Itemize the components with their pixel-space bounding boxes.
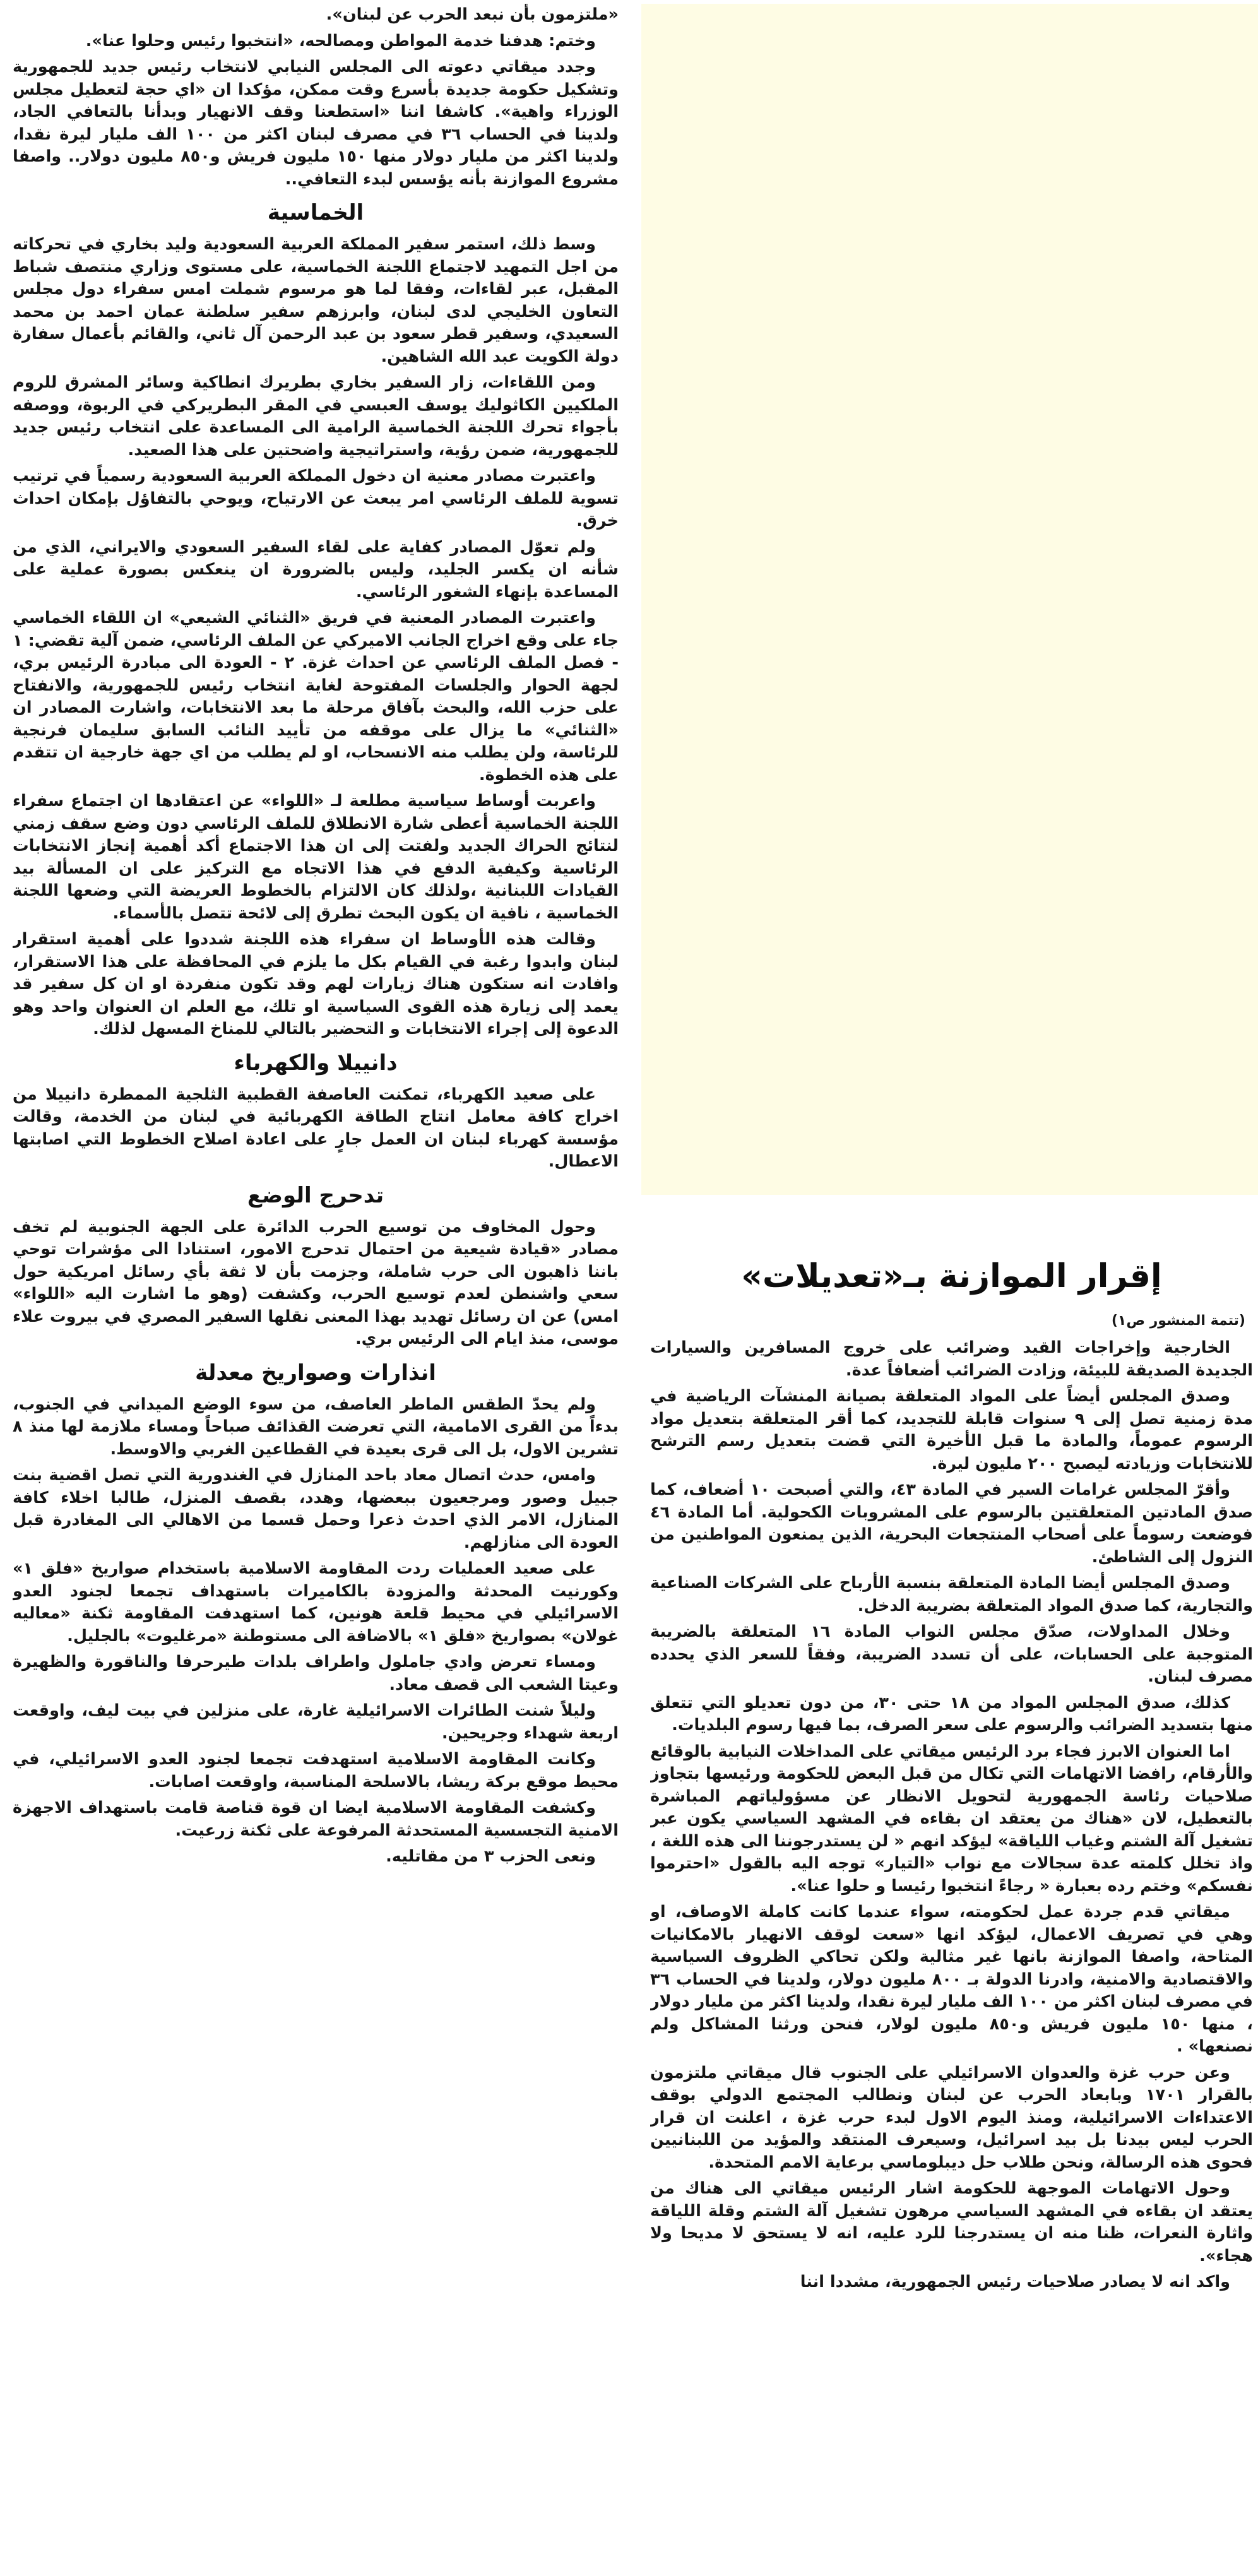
article-paragraph: وسط ذلك، استمر سفير المملكة العربية السعودية وليد بخاري في تحركاته من اجل التمهيد لاجتماع اللجنة الخماسية، على مستوى وزاري منتصف شباط المقبل، عبر لقاءات، وفقا لما هو مرسوم شملت امس سفراء دول مجلس التعاون الخليجي لدى لبنان، وابرزهم سفير سلطنة عمان احمد بن محمد السعيدي، وسفير قطر سعود بن عبد الرحمن آل ثاني، والقائم بأعمال سفارة دولة الكويت عبد الله الشاهين. xyxy=(13,235,619,366)
article-paragraph: وقالت هذه الأوساط ان سفراء هذه اللجنة شددوا على أهمية استقرار لبنان وابدوا رغبة في القيام بكل ما يلزم في المحافظة على هذا الاستقرار، وافادت انه ستكون هناك زيارات لهم وقد تكون منفردة او ان كل سفير قد يعمد إلى زيارة هذه القوى السياسية او تلك، مع العلم ان العنوان واحد وهو الدعوة إلى إجراء الانتخابات و التحضير بالتالي للمناخ المسهل لذلك. xyxy=(13,930,619,1038)
article-paragraph: ميقاتي قدم جردة عمل لحكومته، سواء عندما كانت كاملة الاوصاف، او وهي في تصريف الاعمال، ليؤكد انها «سعت لوقف الانهيار بالامكانيات المتاحة، واصفا الموازنة بانها غير مثالية ولكن تحاكي الظروف السياسية والاقتصادية والامنية، وادرنا الدولة بـ ٨٠٠ مليون دولار، ولدينا في الحساب ٣٦ في مصرف لبنان اكثر من ١٠٠ الف مليار ليرة نقدا، ولدينا اكثر من مليار دولار ، منها ١٥٠ مليون فريش و٨٥٠ مليون لولار، فنحن ورثنا المشاكل ولم نصنعها» . xyxy=(650,1902,1253,2056)
article-headline: إقرار الموازنة بـ«تعديلات» xyxy=(741,1257,1162,1295)
article-paragraph: وحول الاتهامات الموجهة للحكومة اشار الرئيس ميقاتي الى هناك من يعتقد ان بقاءه في المشهد السياسي مرهون تشغيل آلة الشتم وقلة اللياقة واثارة النعرات، ظنا منه ان يستدرجنا للرد عليه، انه لا يستحق لا مديحا ولا هجاء». xyxy=(650,2179,1253,2265)
shaded-column-box xyxy=(641,4,1258,1195)
section-heading-warnings: انذارات وصواريخ معدلة xyxy=(195,1360,436,1386)
article-paragraph: وخلال المداولات، صدّق مجلس النواب المادة ١٦ المتعلقة بالضريبة المتوجبة على الحسابات، على أن تسدد الضريبة، وفقاً للسعر الذي يحدده مصرف لبنان. xyxy=(650,1622,1253,1686)
article-paragraph: ولم تعوّل المصادر كفاية على لقاء السفير السعودي والايراني، الذي من شأنه ان يكسر الجليد، وليس بالضرورة ان ينعكس بصورة عملية على المساعدة بإنهاء الشغور الرئاسي. xyxy=(13,537,619,602)
article-paragraph: ومساء تعرض وادي جاملول واطراف بلدات طيرحرفا والناقورة والظهيرة وعيتا الشعب الى قصف معاد. xyxy=(13,1653,619,1694)
article-paragraph: اما العنوان الابرز فجاء برد الرئيس ميقاتي على المداخلات النيابية بالوقائع والأرقام، رافضا الاتهامات التي تكال من قبل البعض للحكومة ورئيسها بتجاوز صلاحيات رئاسة الجمهورية لتحويل الانظار عن مسؤولياتهم المباشرة بالتعطيل، لان «هناك من يعتقد ان بقاءه في المشهد السياسي يكون عبر تشغيل آلة الشتم وغياب اللياقة» ليؤكد انهم « لن يستدرجوننا الى هذه اللغة ، واذ تخلل كلمته عدة سجالات مع نواب «التيار» توجه اليه بالقول «احترموا نفسكم» وختم رده بعبارة « رجاءً انتخبوا رئيسا و حلوا عنا». xyxy=(650,1742,1253,1896)
article-paragraph: وعن حرب غزة والعدوان الاسرائيلي على الجنوب قال ميقاتي ملتزمون بالقرار ١٧٠١ وبابعاد الحرب عن لبنان ونطالب المجتمع الدولي بوقف الاعتداءات الاسرائيلية، ومنذ اليوم الاول لبدء حرب غزة ، اعلنت ان قرار الحرب ليس بيدنا بل بيد اسرائيل، وسيعرف المنتقد والمؤيد من اللبنانيين فحوى هذه الرسالة، ونحن طلاب حل ديبلوماسي برعاية الامم المتحدة. xyxy=(650,2063,1253,2172)
budget-article xyxy=(650,1256,1253,2572)
article-paragraph: ولم يحدّ الطقس الماطر العاصف، من سوء الوضع الميداني في الجنوب، بدءاً من القرى الامامية، التي تعرضت القذائف صباحاً ومساء ملازمة لها منذ ٨ تشرين الاول، بل الى قرى بعيدة في القطاعين الغربي والاوسط. xyxy=(13,1394,619,1459)
article-paragraph: كذلك، صدق المجلس المواد من ١٨ حتى ٣٠، من دون تعديلو التي تتعلق منها بتسديد الضرائب والرسوم على سعر الصرف، بما فيها رسوم البلديات. xyxy=(650,1693,1253,1735)
section-heading-khumasia: الخماسية xyxy=(267,200,364,225)
article-paragraph: على صعيد العمليات ردت المقاومة الاسلامية باستخدام صواريخ «فلق ١» وكورنيت المحدثة والمزودة بالكاميرات باستهداف تجمعا لجنود العدو الاسرائيلي في محيط قلعة هونين، كما استهدفت المقاومة ثكنة «معاليه غولان» بصواريخ «فلق ١» بالاضافة الى مستوطنة «مرغليوت» بالجليل. xyxy=(13,1559,619,1646)
article-paragraph: وكانت المقاومة الاسلامية استهدفت تجمعا لجنود العدو الاسرائيلي، في محيط موقع بركة ريشا، بالاسلحة المناسبة، واوقعت اصابات. xyxy=(13,1750,619,1791)
article-paragraph: واكد انه لا يصادر صلاحيات رئيس الجمهورية، مشددا اننا xyxy=(800,2272,1230,2291)
article-paragraph: واعتبرت مصادر معنية ان دخول المملكة العربية السعودية رسمياً في ترتيب تسوية للملف الرئاسي امر يبعث عن الارتياح، ويوحي بالتفاؤل بإمكان احداث خرق. xyxy=(13,466,619,530)
left-article-column xyxy=(13,4,619,2573)
article-paragraph: وكشفت المقاومة الاسلامية ايضا ان قوة قناصة قامت باستهداف الاجهزة الامنية التجسسية المستحدثة المرفوعة على ثكنة زرعيت. xyxy=(13,1798,619,1840)
article-paragraph: على صعيد الكهرباء، تمكنت العاصفة القطبية الثلجية الممطرة دانييلا من اخراج كافة معامل انتاج الطاقة الكهربائية في لبنان من الخدمة، وقالت مؤسسة كهرباء لبنان ان العمل جارٍ على اعادة اصلاح الخطوط التي اصابتها الاعطال. xyxy=(13,1084,619,1171)
article-paragraph: واعربت أوساط سياسية مطلعة لـ «اللواء» عن اعتقادها ان اجتماع سفراء اللجنة الخماسية أعطى شارة الانطلاق للملف الرئاسي دون وضع سقف زمني لنتائج الحراك الجديد ولفتت إلى ان هذا الاجتماع أكد أهمية إنجاز الانتخابات الرئاسية وكيفية الدفع في هذا الاتجاه مع التركيز على ان المسألة بيد القيادات اللبنانية ،ولذلك كان الالتزام بالخطوط العريضة التي وضعها اللجنة الخماسية ، نافية ان يكون البحث تطرق إلى لائحة تتصل بالأسماء. xyxy=(13,792,619,923)
article-paragraph: وأقرّ المجلس غرامات السير في المادة ٤٣، والتي أصبحت ١٠ أضعاف، كما صدق المادتين المتعلقتين بالرسوم على المشروبات الكحولية. أما المادة ٤٦ فوضعت رسوماً على أصحاب المنتجعات البحرية، الذين يمنعون المواطنين من النزول إلى الشاطئ. xyxy=(650,1480,1253,1567)
section-heading-escalation: تدحرج الوضع xyxy=(247,1182,384,1208)
article-paragraph: ونعى الحزب ٣ من مقاتليه. xyxy=(386,1847,596,1866)
article-paragraph: وليلاً شنت الطائرات الاسرائيلية غارة، على منزلين في بيت ليف، واوقعت اربعة شهداء وجريحين. xyxy=(13,1701,619,1743)
article-paragraph: وصدق المجلس أيضاً على المواد المتعلقة بصيانة المنشآت الرياضية في مدة زمنية تصل إلى ٩ سنوات قابلة للتجديد، كما أقر المتعلقة بتعديل مواد الرسوم عموماً، والمادة ما قبل الأخيرة التي قضت بتعديل رسم الترشح للانتخابات وزيادته ليصبح ٢٠٠ مليون ليرة. xyxy=(650,1387,1253,1473)
section-heading-danielle: دانييلا والكهرباء xyxy=(234,1050,398,1076)
article-paragraph: وجدد ميقاتي دعوته الى المجلس النيابي لانتخاب رئيس جديد للجمهورية وتشكيل حكومة جديدة بأسرع وقت ممكن، مؤكدا ان «اي حجة لتعطيل مجلس الوزراء واهية». كاشفا اننا «استطعنا وقف الانهيار وبدأنا بالتعافي الجاد، ولدينا في الحساب ٣٦ في مصرف لبنان اكثر من ١٠٠ الف مليار ليرة نقدا، ولدينا اكثر من مليار دولار منها ١٥٠ مليون فريش و٨٥٠ مليون دولار.. واصفا مشروع الموازنة بأنه يؤسس لبدء التعافي.. xyxy=(13,57,619,189)
article-paragraph: وختم: هدفنا خدمة المواطن ومصالحه، «انتخبوا رئيس وحلوا عنا». xyxy=(85,31,596,50)
article-paragraph: وامس، حدث اتصال معاد باحد المنازل في الغندورية التي تصل اقضية بنت جبيل وصور ومرجعيون ببعضها، وهدد، بقصف المنزل، طالبا اخلاء كافة المنازل، الامر الذي احدث ذعرا وحمل قسما من الاهالي الى المغادرة قبل العودة الى منازلهم. xyxy=(13,1466,619,1552)
article-paragraph: الخارجية وإخراجات القيد وضرائب على خروج المسافرين والسيارات الجديدة الصديقة للبيئة، وزادت الضرائب أضعافاً عدة. xyxy=(650,1338,1253,1380)
article-paragraph: ومن اللقاءات، زار السفير بخاري بطريرك انطاكية وسائر المشرق للروم الملكيين الكاثوليك يوسف العبسي في المقر البطريركي في الربوة، ووصفه بأجواء تحرك اللجنة الخماسية الرامية الى المساعدة على انتخاب رئيس جديد للجمهورية، ضمن رؤية، واستراتيجية واضحتين على هذا الصعيد. xyxy=(13,373,619,460)
article-paragraph: واعتبرت المصادر المعنية في فريق «الثنائي الشيعي» ان اللقاء الخماسي جاء على وقع اخراج الجانب الاميركي عن الملف الرئاسي، ضمن آلية تقضي: ١ - فصل الملف الرئاسي عن احداث غزة. ٢ - العودة الى مبادرة الرئيس بري، لجهة الحوار والجلسات المفتوحة لغاية انتخاب رئيس للجمهورية، والانفتاح على حزب الله، والبحث بآفاق مرحلة ما بعد الانتخابات، واشارت المصادر ان «الثنائي» ما يزال على موقفه من تأييد النائب السابق سليمان فرنجية للرئاسة، ولن يطلب منه الانسحاب، او لم يطلب من اي جهة خارجية ان تتقدم على هذه الخطوة. xyxy=(13,608,619,785)
continued-note: (تتمة المنشور ص١) xyxy=(1111,1313,1245,1329)
article-paragraph: «ملتزمون بأن نبعد الحرب عن لبنان». xyxy=(326,5,619,24)
article-paragraph: وحول المخاوف من توسيع الحرب الدائرة على الجهة الجنوبية لم تخف مصادر «قيادة شيعية من احتمال تدحرج الامور، استنادا الى مؤشرات توحي باننا ذاهبون الى حرب شاملة، وجزمت بأن لا ثقة بأي رسائل امريكية حول سعي واشنطن لعدم توسيع الحرب، وكشفت (وهو ما اشارت اليه «اللواء» امس) عن ان رسائل تهديد بهذا المعنى نقلها السفير المصري في بيروت علاء موسى، منذ ايام الى الرئيس بري. xyxy=(13,1217,619,1348)
article-paragraph: وصدق المجلس أيضا المادة المتعلقة بنسبة الأرباح على الشركات الصناعية والتجارية، كما صدق المواد المتعلقة بضريبة الدخل. xyxy=(650,1574,1253,1615)
